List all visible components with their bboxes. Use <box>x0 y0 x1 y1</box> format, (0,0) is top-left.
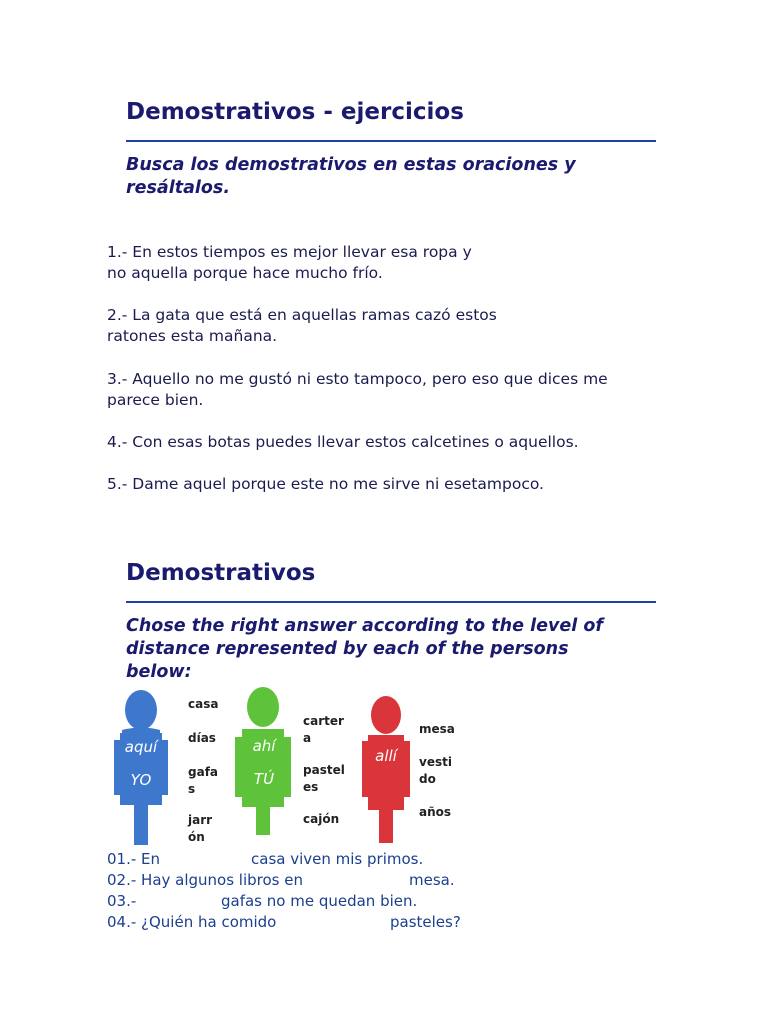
word: jarr ón <box>188 813 213 844</box>
sentence-line: parece bien. <box>107 391 204 409</box>
exercise-1-before: 01.- En <box>107 850 161 868</box>
sentence-1 <box>107 242 472 284</box>
sentence-line: 4.- Con esas botas puedes llevar estos calcetines o aquellos. <box>107 433 579 451</box>
exercise-3-after: gafas no me quedan bien. <box>221 892 418 910</box>
word: pastel es <box>303 763 345 794</box>
exercise-4-before: 04.- ¿Quién ha comido <box>107 913 277 931</box>
person-green <box>235 687 291 835</box>
figure-label-aqui: aquí <box>124 738 158 756</box>
exercise-4-after: pasteles? <box>390 913 461 931</box>
instruction-line: distance represented by each of the persons <box>126 639 569 659</box>
person-red <box>362 696 410 843</box>
sentence-line: 5.- Dame aquel porque este no me sirve ni esetampoco. <box>107 475 544 493</box>
section2-title: Demostrativos <box>126 560 316 586</box>
word: casa <box>188 697 219 711</box>
section2-instruction <box>126 615 603 684</box>
instruction-line: Chose the right answer according to the level of <box>126 616 603 636</box>
sentence-3 <box>107 369 608 411</box>
word: días <box>188 731 216 745</box>
word: años <box>419 805 452 819</box>
instruction-line: Busca los demostrativos en estas oraciones y <box>126 155 576 175</box>
figure-label-tu: TÚ <box>253 770 275 788</box>
sentence-line: 1.- En estos tiempos es mejor llevar esa ropa y <box>107 243 472 261</box>
person-blue <box>114 690 168 845</box>
word: mesa <box>419 722 455 736</box>
word: vesti do <box>419 755 452 786</box>
figure-label-alli: allí <box>375 747 397 765</box>
word: gafa s <box>188 765 219 796</box>
sentence-2 <box>107 305 497 347</box>
instruction-line: resáltalos. <box>126 178 230 198</box>
title-underline <box>126 140 656 142</box>
sentence-line: 3.- Aquello no me gustó ni esto tampoco, pero eso que dices me <box>107 370 608 388</box>
figure-label-yo: YO <box>130 771 152 789</box>
figure-label-ahi: ahí <box>252 737 276 755</box>
instruction-line: below: <box>126 662 192 682</box>
sentence-line: 2.- La gata que está en aquellas ramas cazó estos <box>107 306 497 324</box>
exercise-2-after: mesa. <box>409 871 455 889</box>
exercise-3-before: 03.- <box>107 892 137 910</box>
exercise-2-before: 02.- Hay algunos libros en <box>107 871 303 889</box>
section1-instruction <box>126 154 576 200</box>
sentence-line: ratones esta mañana. <box>107 327 278 345</box>
sentence-4 <box>107 432 579 453</box>
sentence-line: no aquella porque hace mucho frío. <box>107 264 383 282</box>
exercise-1-after: casa viven mis primos. <box>251 850 424 868</box>
sentence-5 <box>107 474 544 495</box>
word: cajón <box>303 812 340 826</box>
section1-title: Demostrativos - ejercicios <box>126 99 464 125</box>
title-underline <box>126 601 656 603</box>
word: carter a <box>303 714 344 745</box>
